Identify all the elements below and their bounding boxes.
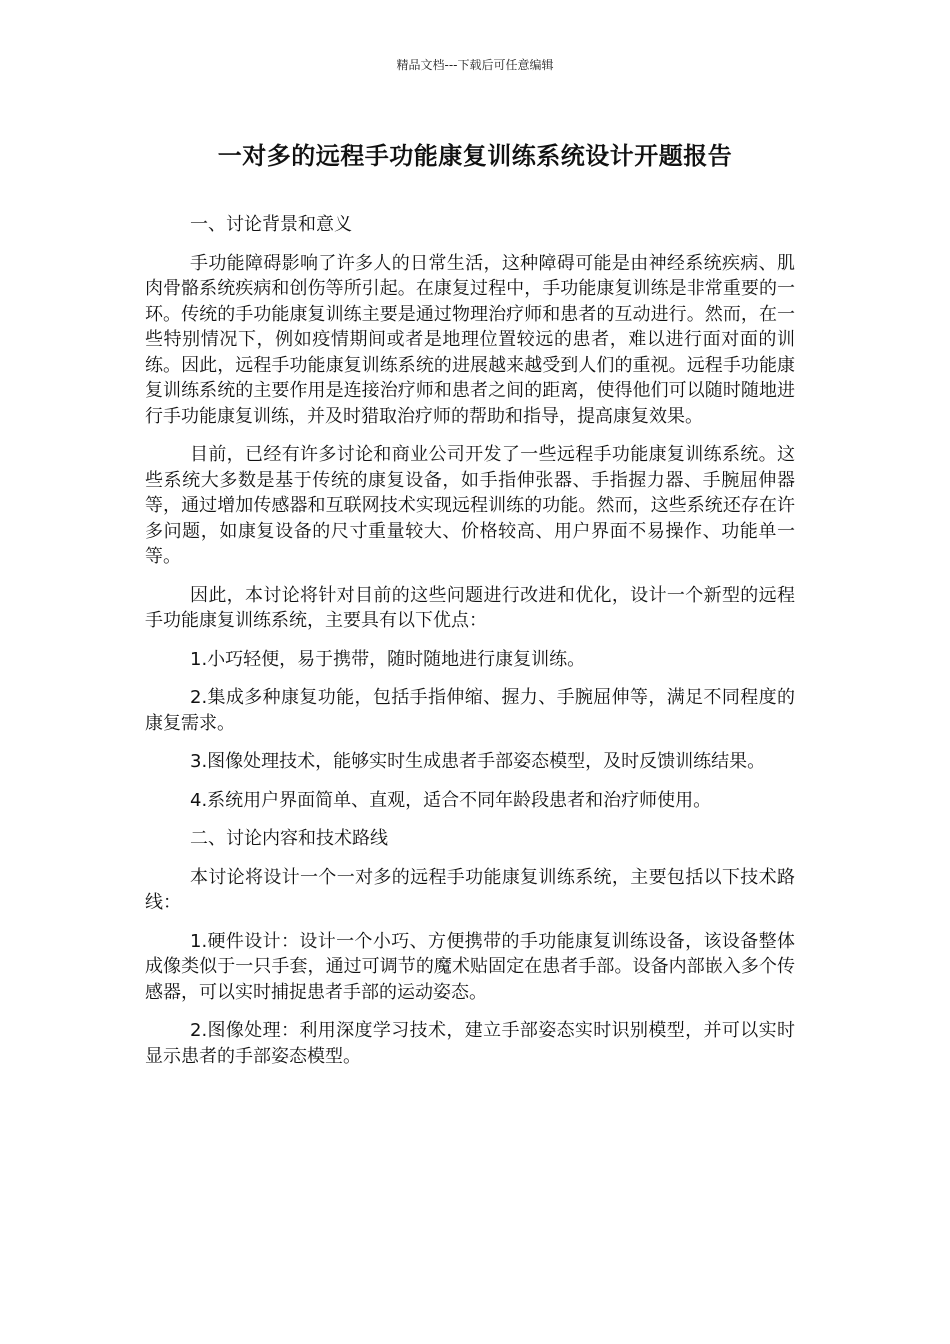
list-item-advantage-3: 3.图像处理技术，能够实时生成患者手部姿态模型，及时反馈训练结果。 bbox=[190, 751, 766, 772]
paragraph-current-status: 目前，已经有许多讨论和商业公司开发了一些远程手功能康复训练系统。这些系统大多数是基于传统的康复设备，如手指伸张器、手指握力器、手腕屈伸器等，通过增加传感器和互联网技术实现远程训练的功能。然而，这些系统还存在许多问题，如康复设备的尺寸重量较大、价格较高、用户界面不易操作、功能单一等。 bbox=[145, 444, 795, 567]
list-item-advantage-4: 4.系统用户界面简单、直观，适合不同年龄段患者和治疗师使用。 bbox=[190, 789, 712, 811]
section-heading-background: 一、讨论背景和意义 bbox=[190, 214, 352, 235]
document-body bbox=[145, 212, 795, 1082]
list-item-route-1: 1.硬件设计：设计一个小巧、方便携带的手功能康复训练设备，该设备整体成像类似于一只手套，通过可调节的魔术贴固定在患者手部。设备内部嵌入多个传感器，可以实时捕捉患者手部的运动姿态。 bbox=[145, 930, 795, 1003]
paragraph-route-intro: 本讨论将设计一个一对多的远程手功能康复训练系统，主要包括以下技术路线： bbox=[145, 866, 795, 913]
document-title: 一对多的远程手功能康复训练系统设计开题报告 bbox=[217, 142, 733, 170]
paragraph-advantages-intro: 因此，本讨论将针对目前的这些问题进行改进和优化，设计一个新型的远程手功能康复训练系统，主要具有以下优点： bbox=[145, 584, 795, 631]
header-note: 精品文档---下载后可任意编辑 bbox=[396, 58, 554, 72]
list-item-route-2: 2.图像处理：利用深度学习技术，建立手部姿态实时识别模型，并可以实时显示患者的手部姿态模型。 bbox=[145, 1020, 795, 1067]
paragraph-background: 手功能障碍影响了许多人的日常生活，这种障碍可能是由神经系统疾病、肌肉骨骼系统疾病和创伤等所引起。在康复过程中，手功能康复训练是非常重要的一环。传统的手功能康复训练主要是通过物理治疗师和患者的互动进行。然而，在一些特别情况下，例如疫情期间或者是地理位置较远的患者，难以进行面对面的训练。因此，远程手功能康复训练系统的进展越来越受到人们的重视。远程手功能康复训练系统的主要作用是连接治疗师和患者之间的距离，使得他们可以随时随地进行手功能康复训练，并及时猎取治疗师的帮助和指导，提高康复效果。 bbox=[145, 252, 795, 427]
list-item-advantage-1: 1.小巧轻便，易于携带，随时随地进行康复训练。 bbox=[190, 648, 586, 670]
section-heading-content-route: 二、讨论内容和技术路线 bbox=[190, 828, 388, 849]
list-item-advantage-2: 2.集成多种康复功能，包括手指伸缩、握力、手腕屈伸等，满足不同程度的康复需求。 bbox=[145, 687, 795, 734]
